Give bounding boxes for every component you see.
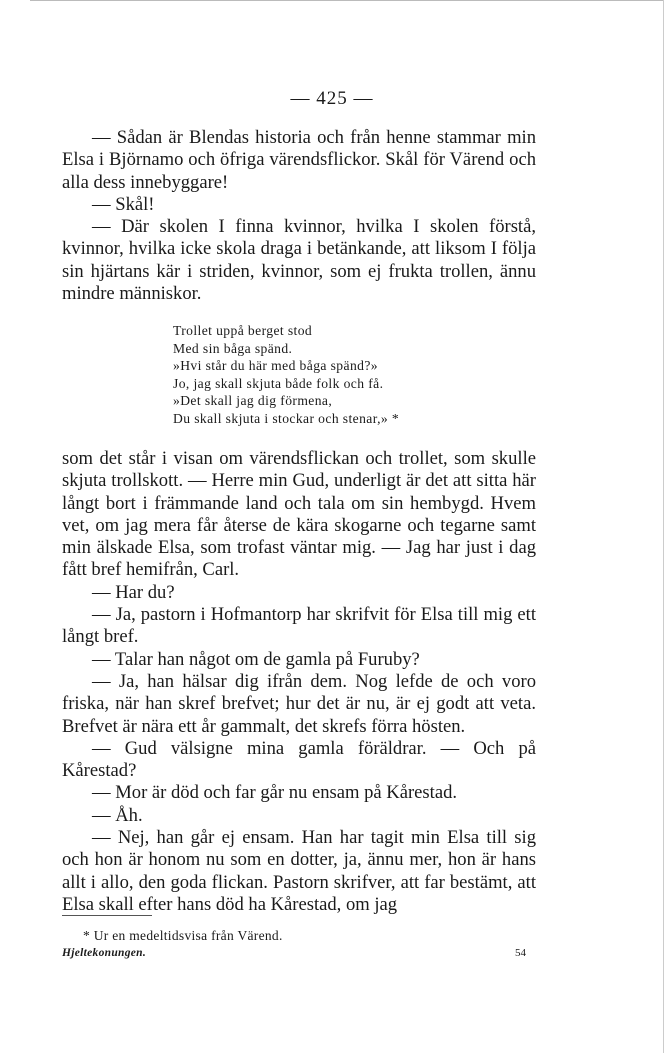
page-edge-top — [30, 0, 664, 1]
printer-signature: Hjeltekonungen. — [62, 947, 147, 959]
verse-line: Jo, jag skall skjuta både folk och få. — [173, 375, 384, 391]
paragraph: — Där skolen I finna kvinnor, hvilka I skolen förstå, kvinnor, hvilka icke skola draga i betänkande, att liksom I följa sin hjärtans kär i striden, kvinnor, som ej frukta trollen, ännu mindre människor. — [62, 216, 536, 305]
verse-line: »Det skall jag dig förmena, — [173, 393, 333, 408]
footnote-rule — [62, 915, 152, 916]
verse-line: Med sin båga spänd. — [173, 340, 293, 356]
paragraph: — Mor är död och far går nu ensam på Kårestad. — [92, 782, 458, 804]
paragraph: — Ja, han hälsar dig ifrån dem. Nog lefde de och voro friska, när han skref brefvet; hur det är nu, är ej godt att veta. Brefvet är nära ett år gammalt, det skrefs förra hösten. — [62, 670, 536, 737]
verse-line: Du skall skjuta i stockar och stenar,» * — [173, 410, 400, 426]
paragraph: — Åh. — [92, 804, 143, 826]
body-text-top — [62, 127, 536, 305]
paragraph: — Har du? — [92, 581, 175, 603]
footnote: * Ur en medeltidsvisa från Värend. — [83, 928, 283, 943]
paragraph: — Nej, han går ej ensam. Han har tagit min Elsa till sig och hon är honom nu som en dotter, ja, ännu mer, hon är hans allt i allo, den goda flickan. Pastorn skrifver, att far bestämt, att Elsa skall efter hans död ha Kårestad, om jag — [62, 827, 536, 915]
paragraph: som det står i visan om värendsflickan och trollet, som skulle skjuta trollskott. — Herre min Gud, underligt är det att sitta här långt bort i främmande land och tala om sin hembygd. Hvem vet, om jag mera får återse de kära skogarne och tegarne samt min älskade Elsa, som trofast väntar mig. — Jag har just i dag fått bref hemifrån, Carl. — [62, 448, 536, 581]
verse-quote — [173, 322, 399, 427]
paragraph: — Talar han något om de gamla på Furuby? — [92, 648, 420, 670]
sheet-number: 54 — [515, 947, 526, 959]
paragraph: — Ja, pastorn i Hofmantorp har skrifvit för Elsa till mig ett långt bref. — [62, 604, 536, 648]
verse-line: »Hvi står du här med båga spänd?» — [173, 358, 378, 373]
paragraph: — Gud välsigne mina gamla föräldrar. — Och på Kårestad? — [62, 737, 536, 782]
paragraph: — Sådan är Blendas historia och från henne stammar min Elsa i Björnamo och öfriga värendsflickor. Skål för Värend och alla dess innebyggare! — [62, 127, 536, 193]
page-number: — 425 — — [290, 88, 374, 109]
verse-line: Trollet uppå berget stod — [173, 323, 313, 338]
body-text-bottom — [62, 448, 536, 916]
paragraph: — Skål! — [92, 193, 155, 215]
